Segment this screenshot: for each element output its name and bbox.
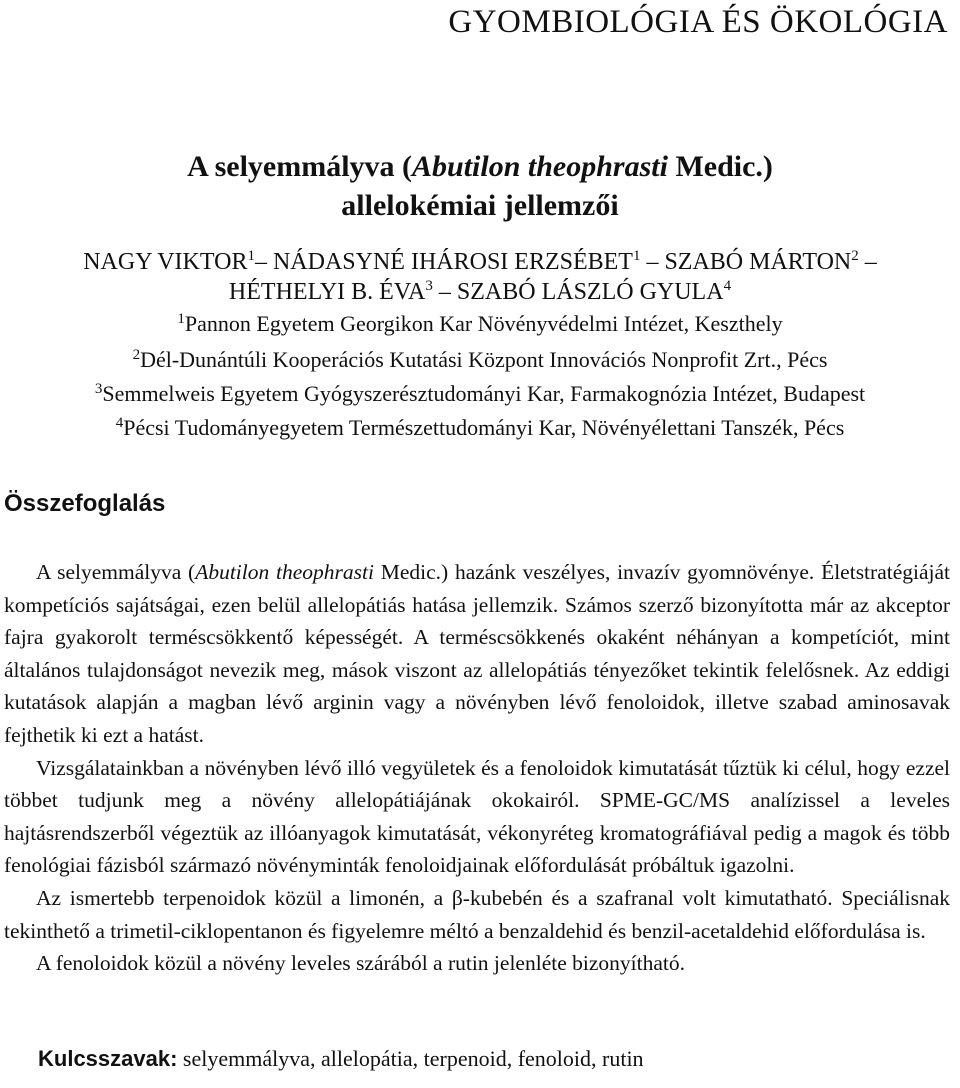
abstract-heading: Összefoglalás — [4, 490, 166, 517]
abstract-body — [4, 556, 950, 980]
abstract-paragraph-4: A fenoloidok közül a növény leveles szárából a rutin jelenléte bizonyítható. — [36, 951, 685, 976]
abstract-species-italic: Abutilon theophrasti — [195, 560, 374, 584]
abstract-paragraph-2: Vizsgálatainkban a növényben lévő illó vegyületek és a fenoloidok kimutatását tűztük ki célul, hogy ezzel többet tudjunk meg a növény allelopátiájának okokairól. SPME-GC/MS analízissel a leveles hajtásrendszerből végeztük az illóanyagok kimutatását, vékonyréteg kromatográfiával pedig a magok és több fenológiai fázisból származó növényminták fenoloidjainak előfordulását próbáltuk igazolni. — [4, 755, 950, 878]
author-list — [0, 247, 960, 307]
affiliation-2: $^2$Dél-Dunántúli Kooperációs Kutatási Központ Innovációs Nonprofit Zrt., Pécs — [132, 347, 828, 372]
abstract-paragraph-1: A selyemmályva (Abutilon theophrasti Medic.) hazánk veszélyes, invazív gyomnövénye. Életstratégiáját kompetíciós sajátságai, ezen belül allelopátiás hatása jellemzik. Számos szerző bizonyította már az akceptor fajra gyakorolt terméscsökkentő képességét. A terméscsökkenés okaként néhányan a kompetíciót, mint általános tulajdonságot nevezik meg, mások viszont az allelopátiás tényezőket tekintik felelősnek. Az eddigi kutatások alapján a magban lévő arginin vagy a növényben lévő fenoloidok, illetve szabad aminosavak fejthetik ki ezt a hatást. — [4, 560, 951, 747]
authors-line-2: HÉTHELYI B. ÉVA$^3$ – SZABÓ LÁSZLÓ GYULA$^4$ — [228, 278, 732, 305]
affiliation-3: $^3$Semmelweis Egyetem Gyógyszerésztudományi Kar, Farmakognózia Intézet, Budapest — [94, 381, 866, 406]
keywords-text: selyemmályva, allelopátia, terpenoid, fenoloid, rutin — [177, 1046, 644, 1071]
keywords — [38, 1046, 644, 1072]
title-species-italic: Abutilon theophrasti — [412, 150, 668, 183]
keywords-label: Kulcsszavak: — [38, 1046, 178, 1071]
journal-header: GYOMBIOLÓGIA ÉS ÖKOLÓGIA — [448, 4, 948, 40]
authors-line-1: NAGY VIKTOR$^1$– NÁDASYNÉ IHÁROSI ERZSÉBET$^1$ – SZABÓ MÁRTON$^2$ – — [83, 248, 877, 275]
affiliation-4: $^4$Pécsi Tudományegyetem Természettudományi Kar, Növényélettani Tanszék, Pécs — [115, 415, 845, 440]
title-line-2: allelokémiai jellemzői — [341, 189, 619, 222]
abstract-paragraph-3: Az ismertebb terpenoidok közül a limonén, a β-kubebén és a szafranal volt kimutatható. Speciálisnak tekinthető a trimetil-ciklopentanon és figyelemre méltó a benzaldehid és benzil-acetaldehid előfordulása is. — [4, 885, 950, 943]
title-line-1: A selyemmályva (Abutilon theophrasti Medic.) — [187, 150, 773, 183]
paper-title — [0, 147, 960, 225]
affiliation-1: $^1$Pannon Egyetem Georgikon Kar Növényvédelmi Intézet, Keszthely — [177, 311, 783, 336]
